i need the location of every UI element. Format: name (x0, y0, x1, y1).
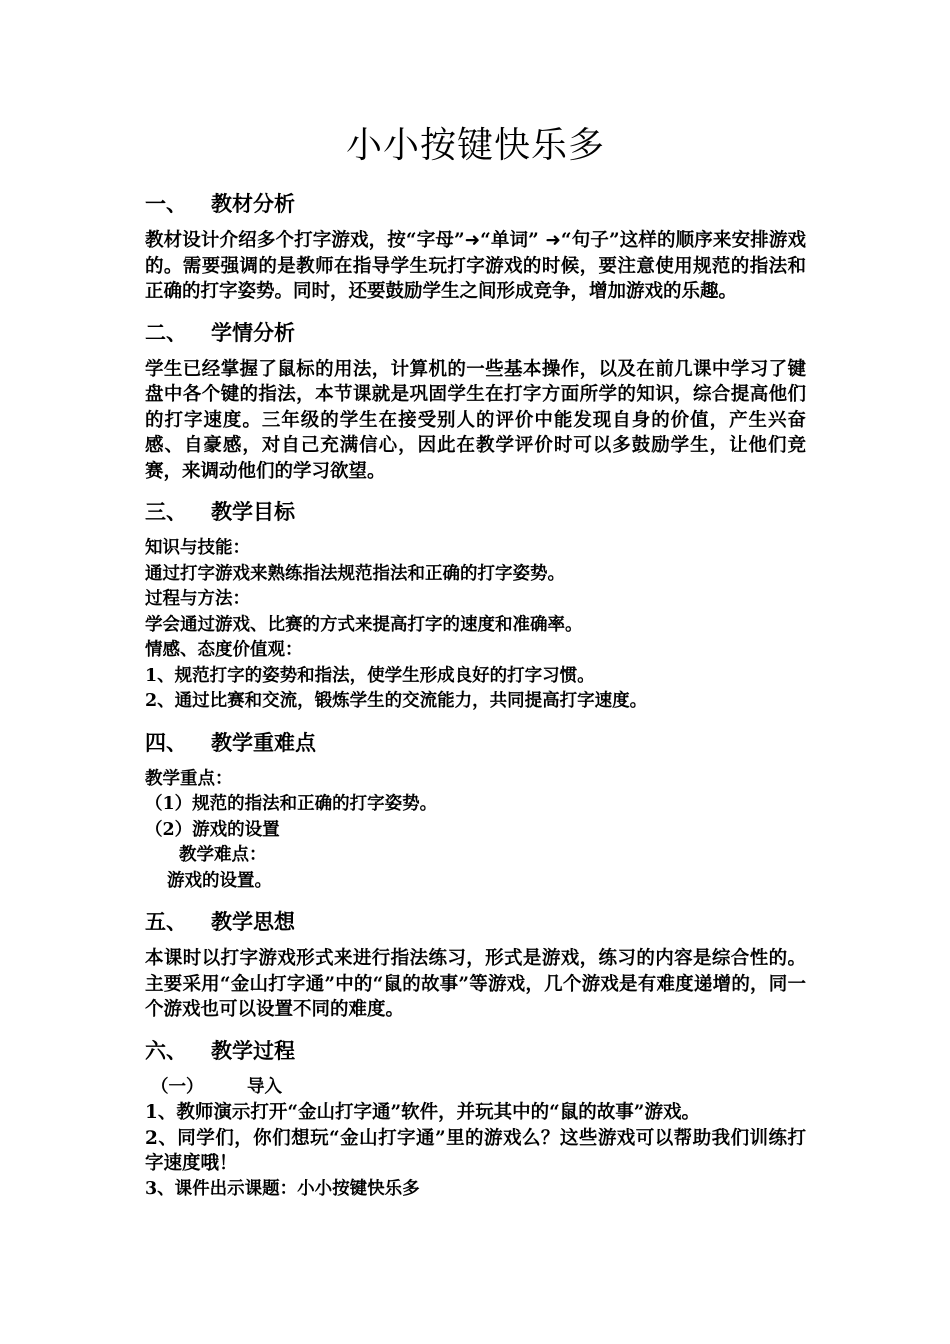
arrow-right-icon: ➜ (464, 230, 481, 251)
list-item: 3、课件出示课题：小小按键快乐多 (145, 1178, 420, 1199)
section-number: 二、 (145, 319, 187, 345)
objectives-list (145, 536, 806, 715)
section-heading-2 (145, 313, 806, 353)
list-item: 知识与技能： (145, 538, 250, 558)
text-run: “单词” (480, 230, 546, 251)
list-item: 情感、态度价值观： (145, 640, 303, 660)
list-item: 1、教师演示打开“金山打字通”软件，并玩其中的“鼠的故事”游戏。 (145, 1102, 700, 1123)
subsection-title: 导入 (247, 1076, 282, 1097)
key-points-list (145, 767, 806, 895)
section-paragraph-2: 学生已经掌握了鼠标的用法，计算机的一些基本操作，以及在前几课中学习了键盘中各个键的指法，本节课就是巩固学生在打字方面所学的知识，综合提高他们的打字速度。三年级的学生在接受别人的评价中能发现自身的价值，产生兴奋感、自豪感，对自己充满信心，因此在教学评价时可以多鼓励学生，让他们竞赛，来调动他们的学习欲望。 (145, 358, 806, 482)
section-title: 教材分析 (211, 191, 295, 216)
section-heading-1 (145, 184, 806, 224)
section-number: 五、 (145, 909, 187, 934)
list-item: 学会通过游戏、比赛的方式来提高打字的速度和准确率。 (145, 614, 583, 635)
text-run: 教材设计介绍多个打字游戏，按“字母” (145, 230, 465, 251)
list-item: 教学难点： (179, 845, 267, 865)
section-heading-4 (145, 723, 806, 763)
section-number: 一、 (145, 191, 187, 216)
section-paragraph-1 (145, 228, 806, 305)
section-title: 教学重难点 (211, 729, 316, 755)
list-item: 教学重点： (145, 768, 233, 789)
list-item: （2）游戏的设置 (145, 819, 280, 840)
section-heading-3 (145, 492, 806, 532)
section-heading-5 (145, 902, 806, 942)
section-title: 教学目标 (211, 499, 295, 524)
section-heading-6 (145, 1031, 806, 1071)
subsection-number: （一） (151, 1076, 204, 1097)
list-item: 过程与方法： (145, 589, 250, 609)
text-run: “句子”这样的顺序来安排游戏的。需要强调的是教师在指导学生玩打字游戏的时候，要注意使用规范的指法和正确的打字姿势。同时，还要鼓励学生之间形成竞争，增加游戏的乐趣。 (145, 230, 806, 302)
subsection-heading (145, 1075, 806, 1101)
list-item: 2、同学们，你们想玩“金山打字通”里的游戏么？这些游戏可以帮助我们训练打字速度哦！ (145, 1127, 806, 1174)
section-number: 六、 (145, 1037, 187, 1063)
section-title: 教学思想 (211, 909, 295, 934)
section-number: 四、 (145, 729, 187, 755)
section-title: 教学过程 (211, 1037, 295, 1063)
list-item: （1）规范的指法和正确的打字姿势。 (145, 794, 438, 814)
process-list (145, 1075, 806, 1203)
section-paragraph-5: 本课时以打字游戏形式来进行指法练习，形式是游戏，练习的内容是综合性的。主要采用“金山打字通”中的“鼠的故事”等游戏，几个游戏是有难度递增的，同一个游戏也可以设置不同的难度。 (145, 948, 806, 1020)
document-title: 小小按键快乐多 (345, 125, 605, 166)
section-title: 学情分析 (211, 319, 295, 345)
arrow-right-icon: ➜ (545, 230, 561, 251)
list-item: 2、通过比赛和交流，锻炼学生的交流能力，共同提高打字速度。 (145, 691, 648, 711)
list-item: 游戏的设置。 (167, 870, 272, 891)
section-number: 三、 (145, 499, 187, 524)
list-item: 1、规范打字的姿势和指法，使学生形成良好的打字习惯。 (145, 665, 595, 686)
list-item: 通过打字游戏来熟练指法规范指法和正确的打字姿势。 (145, 563, 565, 584)
